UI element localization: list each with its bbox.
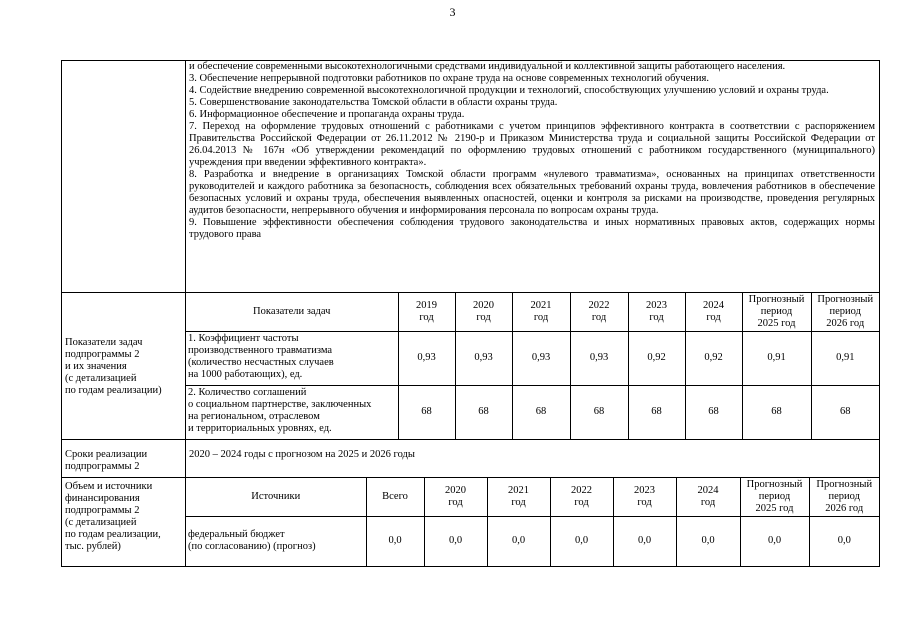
task-line: 9. Повышение эффективности обеспечения соблюдения трудового законодательства и иных нормативных правовых актов, содержащих нормы трудового права (189, 217, 875, 240)
funding-source-name: федеральный бюджет (по согласованию) (прогноз) (186, 516, 366, 566)
indicator-value: 0,92 (685, 331, 742, 385)
funding-header-row (186, 478, 879, 516)
funding-header-source: Источники (186, 478, 366, 516)
header-2023: 2023 год (628, 293, 685, 331)
indicators-table (186, 293, 879, 439)
indicator-value: 0,93 (398, 331, 455, 385)
funding-header-2021: 2021 год (487, 478, 550, 516)
funding-row-federal (186, 516, 879, 566)
indicator-value: 68 (840, 406, 851, 418)
funding-value: 0,0 (366, 516, 424, 566)
funding-value: 0,0 (837, 535, 851, 547)
indicators-header-name: Показатели задач (186, 293, 398, 331)
page-number: 3 (449, 5, 456, 19)
funding-value: 0,0 (613, 516, 676, 566)
funding-row (62, 478, 880, 567)
header-2019: 2019 год (398, 293, 455, 331)
funding-value: 0,0 (487, 516, 550, 566)
funding-header-2020: 2020 год (424, 478, 487, 516)
tasks-row (62, 61, 880, 293)
indicator-value: 68 (570, 385, 628, 439)
indicator-value: 0,93 (512, 331, 570, 385)
task-line: 4. Содействие внедрению современной высокотехнологичной продукции и технологий, способствующих улучшению условий и охраны труда. (189, 85, 829, 96)
indicator-value: 68 (628, 385, 685, 439)
task-line: 8. Разработка и внедрение в организациях Томской области программ «нулевого травматизма», основанных на принципах ответственности руководителей и каждого работника за безопасность, соблюдения всех обязательных требований охраны труда, вовлечения работников в обеспечение безопасных условий и охраны труда, обеспечения выявленных опасностей, оценки и контроля за рисками на производстве, проведения регулярных аудитов безопасности, непрерывного обучения и информирования персонала по вопросам охраны труда. (189, 169, 875, 216)
task-line: 6. Информационное обеспечение и пропаганда охраны труда. (189, 109, 465, 120)
task-line: 5. Совершенствование законодательства Томской области в области охраны труда. (189, 97, 558, 108)
indicators-row (62, 293, 880, 440)
timeline-row (62, 440, 880, 478)
timeline-value: 2020 – 2024 годы с прогнозом на 2025 и 2026 годы (186, 440, 880, 478)
funding-header-2023: 2023 год (613, 478, 676, 516)
timeline-label: Сроки реализации подпрограммы 2 (62, 440, 186, 478)
indicator-value: 68 (398, 385, 455, 439)
indicators-cell (186, 293, 880, 440)
header-forecast-2026: Прогнозный период 2026 год (811, 293, 879, 331)
header-2022: 2022 год (570, 293, 628, 331)
funding-header-forecast-2025: Прогнозный период 2025 год (740, 478, 809, 516)
indicator-value: 68 (455, 385, 512, 439)
funding-label: Объем и источники финансирования подпрограммы 2 (с детализацией по годам реализации, тыс. рублей) (62, 478, 186, 567)
indicator-value: 68 (512, 385, 570, 439)
task-line: 3. Обеспечение непрерывной подготовки работников по охране труда на основе современных технологий обучения. (189, 73, 709, 84)
indicator-row (186, 385, 879, 439)
funding-value: 0,0 (740, 516, 809, 566)
indicator-value: 0,91 (811, 331, 879, 385)
indicators-header-row (186, 293, 879, 331)
funding-value: 0,0 (676, 516, 740, 566)
funding-value: 0,0 (424, 516, 487, 566)
tasks-cell (186, 61, 880, 293)
indicator-row (186, 331, 879, 385)
funding-table (186, 478, 879, 566)
tasks-label-cell (62, 61, 186, 293)
header-forecast-2025: Прогнозный период 2025 год (742, 293, 811, 331)
indicator-name: 2. Количество соглашений о социальном партнерстве, заключенных на региональном, отраслевом и территориальных уровнях, ед. (186, 385, 398, 439)
indicator-value: 68 (685, 385, 742, 439)
indicator-value: 68 (742, 385, 811, 439)
indicator-value: 0,93 (570, 331, 628, 385)
indicator-name: 1. Коэффициент частоты производственного травматизма (количество несчастных случаев на 1000 работающих), ед. (186, 331, 398, 385)
funding-value: 0,0 (550, 516, 613, 566)
indicator-value: 0,91 (742, 331, 811, 385)
indicators-label: Показатели задач подпрограммы 2 и их значения (с детализацией по годам реализации) (62, 293, 186, 440)
header-2020: 2020 год (455, 293, 512, 331)
indicator-value: 0,92 (628, 331, 685, 385)
passport-table (61, 60, 880, 567)
funding-header-total: Всего (366, 478, 424, 516)
task-line: и обеспечение современными высокотехнологичными средствами индивидуальной и коллективной защиты работающего населения. (189, 61, 786, 72)
funding-header-2022: 2022 год (550, 478, 613, 516)
header-2021: 2021 год (512, 293, 570, 331)
funding-cell (186, 478, 880, 567)
task-line: 7. Переход на оформление трудовых отношений с работниками с учетом принципов эффективного контракта в соответствии с распоряжением Правительства Российской Федерации от 26.11.2012 № 2190-р и Приказом Министерства труда и социальной защиты Российской Федерации от 26.04.2013 № 167н «Об утверждении рекомендаций по оформлению трудовых отношений с работником государственного (муниципального) учреждения при введении эффективного контракта». (189, 121, 875, 168)
funding-header-forecast-2026: Прогнозный период 2026 год (809, 478, 879, 516)
funding-header-2024: 2024 год (676, 478, 740, 516)
header-2024: 2024 год (685, 293, 742, 331)
indicator-value: 0,93 (455, 331, 512, 385)
